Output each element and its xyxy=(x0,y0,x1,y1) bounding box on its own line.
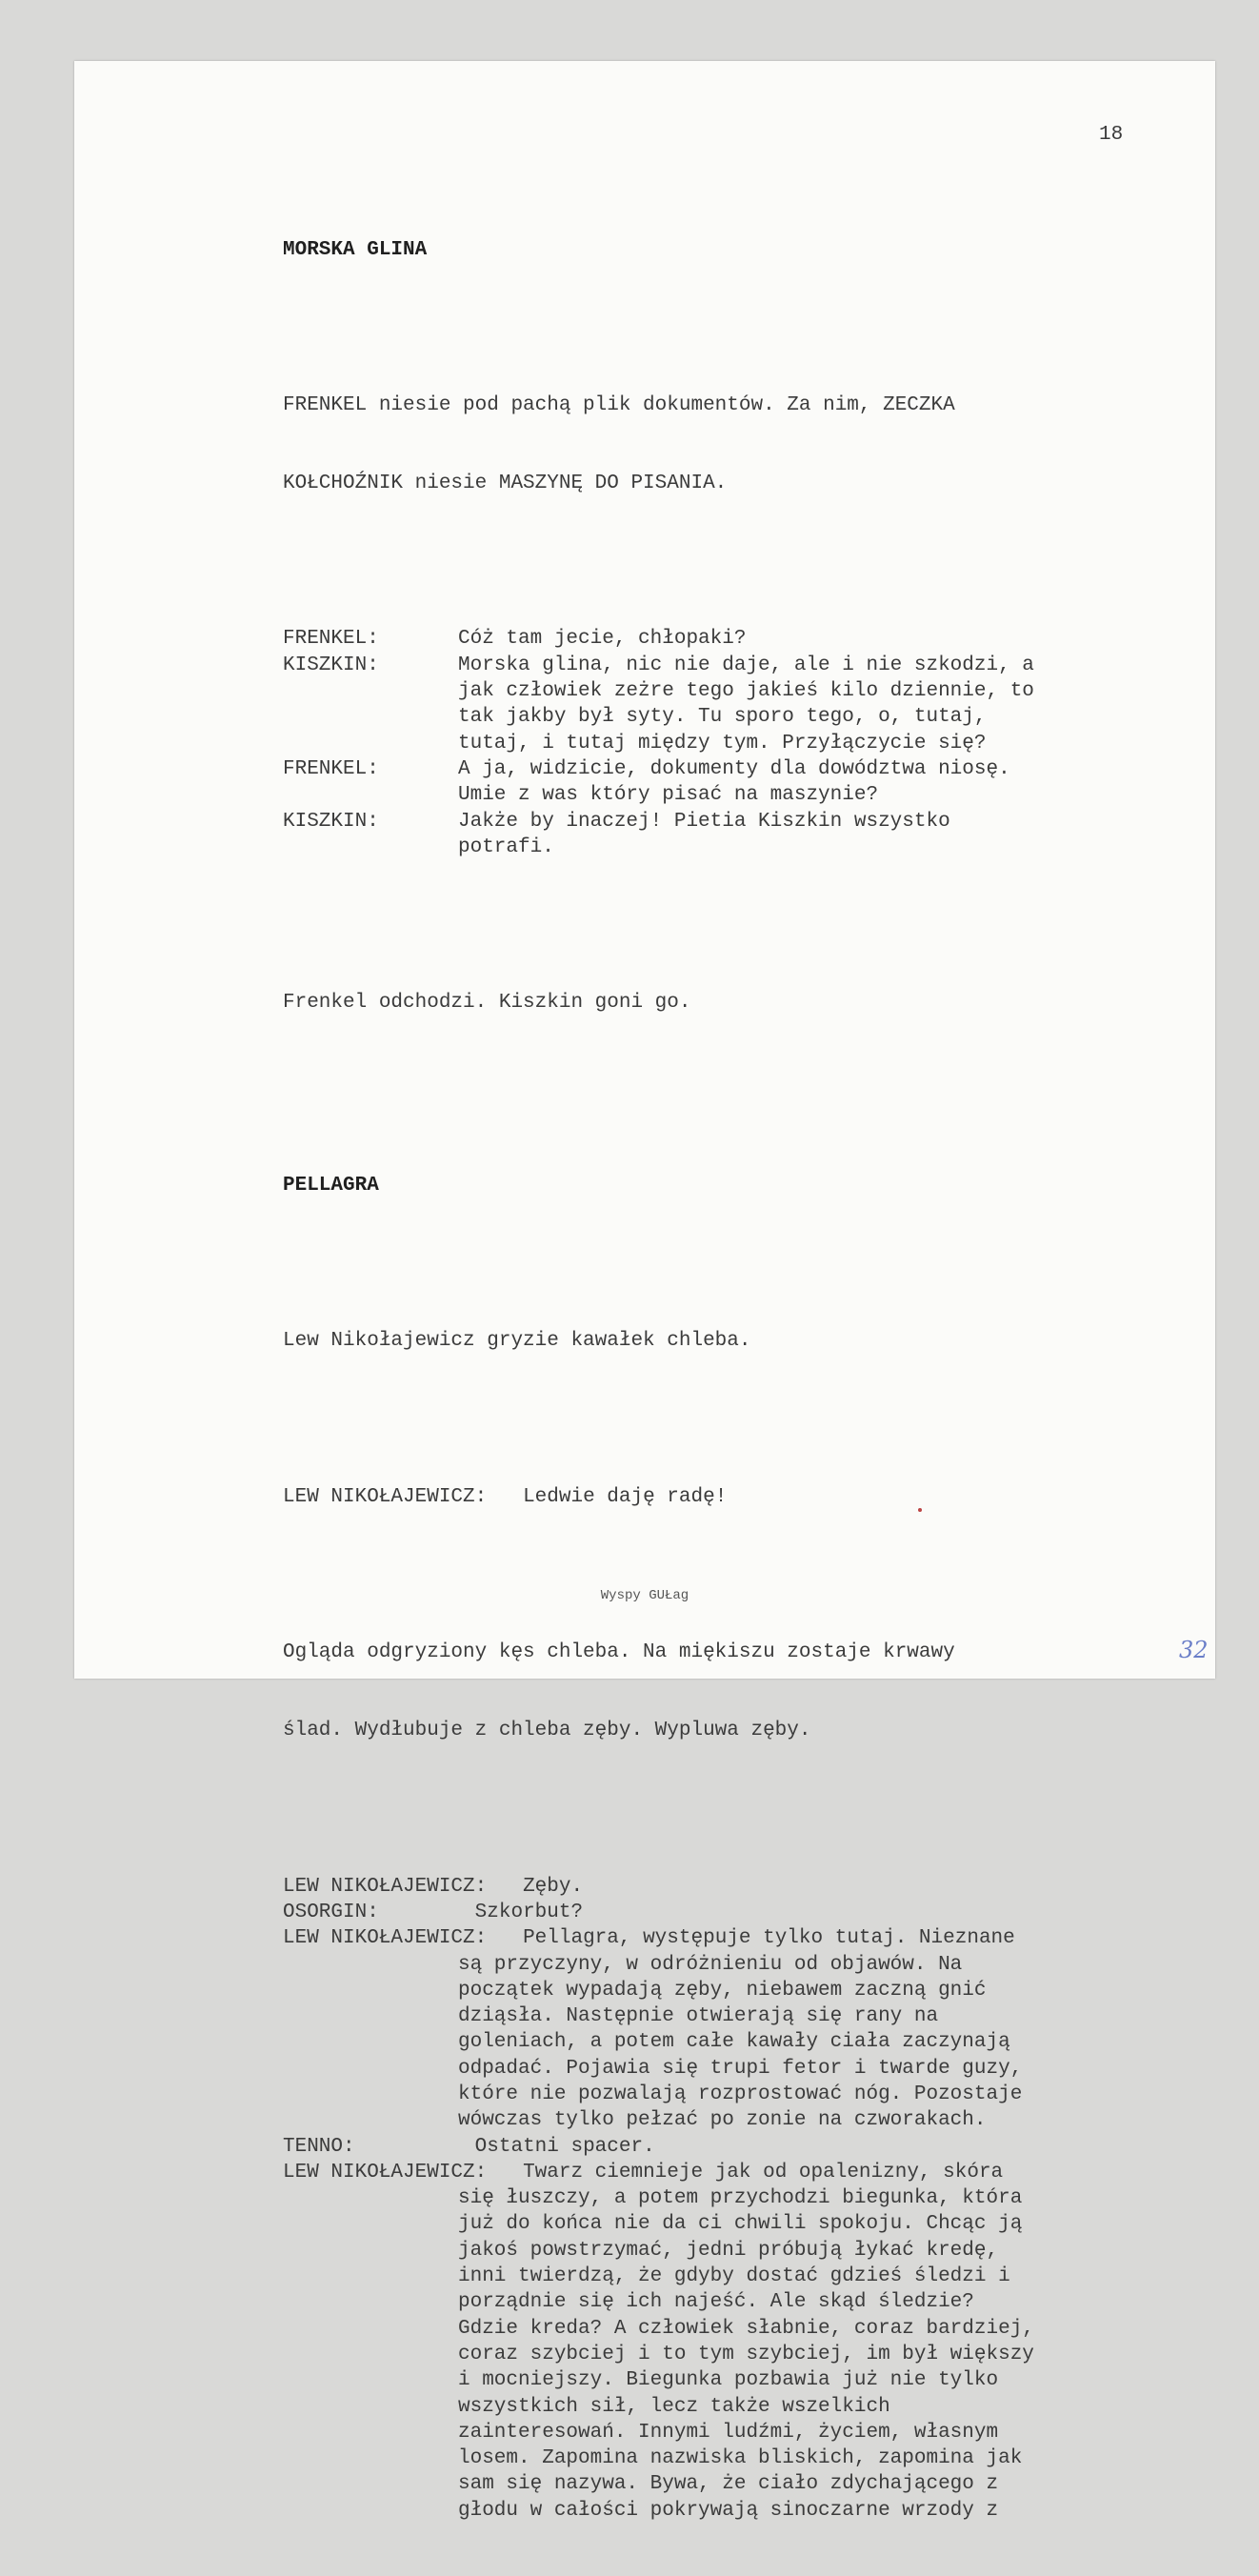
speaker: LEW NIKOŁAJEWICZ: xyxy=(283,2161,488,2184)
dialogue-text: Jakże by inaczej! Pietia Kiszkin wszystko xyxy=(458,810,950,833)
scene-title: MORSKA GLINA xyxy=(283,238,428,261)
dialogue-text: coraz szybciej i to tym szybciej, im był większy xyxy=(458,2343,1034,2365)
dialogue-text: dziąsła. Następnie otwierają się rany na xyxy=(458,2005,939,2028)
dialogue-text: porządnie się ich najeść. Ale skąd śledzie? xyxy=(458,2291,974,2314)
dialogue-entry xyxy=(283,756,1197,809)
dialogue-first-line xyxy=(283,2134,1197,2160)
dialogue-text: tutaj, i tutaj między tym. Przyłączycie się? xyxy=(458,732,987,755)
action-line: Lew Nikołajewicz gryzie kawałek chleba. xyxy=(283,1330,751,1353)
speaker: FRENKEL: xyxy=(283,628,379,651)
dialogue-text: zainteresowań. Innymi ludźmi, życiem, własnym xyxy=(458,2421,999,2444)
dialogue-entry xyxy=(283,626,1197,652)
dialogue-text: inni twierdzą, że gdyby dostać gdzieś śledzi i xyxy=(458,2265,1010,2288)
dialogue-text: są przyczyny, w odróżnieniu od objawów. Na xyxy=(458,1953,963,1976)
dialogue-line xyxy=(283,1484,1197,1510)
dialogue-text: losem. Zapomina nazwiska bliskich, zapomina jak xyxy=(458,2447,1023,2470)
speaker: LEW NIKOŁAJEWICZ: xyxy=(283,1927,488,1950)
dialogue-text: Ostatni spacer. xyxy=(474,2135,655,2158)
dialogue-text: Ledwie daję radę! xyxy=(523,1485,728,1508)
action-line: ślad. Wydłubuje z chleba zęby. Wypluwa zęby. xyxy=(283,1720,811,1742)
dialogue-first-line xyxy=(283,1874,1197,1900)
dialogue-entry xyxy=(283,1874,1197,1900)
dialogue-first-line xyxy=(283,1925,1197,1951)
dialogue-text: sam się nazywa. Bywa, że ciało zdychającego z xyxy=(458,2473,999,2496)
dialogue-first-line xyxy=(283,1900,1197,1925)
dialogue-text: A ja, widzicie, dokumenty dla dowództwa niosę. xyxy=(458,757,1010,780)
dialogue-text: które nie pozwalają rozprostować nóg. Pozostaje xyxy=(458,2083,1023,2105)
speaker: OSORGIN: xyxy=(283,1901,379,1923)
dialogue-text: jakoś powstrzymać, jedni próbują łykać kredę, xyxy=(458,2239,999,2262)
speaker: KISZKIN: xyxy=(283,810,379,833)
footer-title: Wyspy GUŁag xyxy=(600,1588,689,1603)
speaker: KISZKIN: xyxy=(283,654,379,676)
dialogue-entry xyxy=(283,653,1197,756)
dialogue-text: Umie z was który pisać na maszynie? xyxy=(458,784,879,807)
ink-spot xyxy=(918,1508,922,1512)
dialogue-text: jak człowiek zeżre tego jakieś kilo dziennie, to xyxy=(458,680,1034,703)
dialogue-text: już do końca nie da ci chwili spokoju. Chcąc ją xyxy=(458,2213,1023,2236)
dialogue-text: początek wypadają zęby, niebawem zaczną gnić xyxy=(458,1979,987,2002)
speaker: TENNO: xyxy=(283,2135,355,2158)
dialogue-entry xyxy=(283,1900,1197,1925)
action-line: KOŁCHOŹNIK niesie MASZYNĘ DO PISANIA. xyxy=(283,472,728,494)
dialogue-text: Morska glina, nic nie daje, ale i nie szkodzi, a xyxy=(458,654,1034,676)
dialogue-text: Twarz ciemnieje jak od opalenizny, skóra xyxy=(523,2161,1004,2184)
dialogue-entry xyxy=(283,1925,1197,2133)
dialogue-text: Szkorbut? xyxy=(474,1901,584,1923)
dialogue-text: Gdzie kreda? A człowiek słabnie, coraz bardziej, xyxy=(458,2317,1034,2340)
dialogue-entry xyxy=(283,809,1197,861)
speaker: LEW NIKOŁAJEWICZ: xyxy=(283,1485,488,1508)
dialogue-text: się łuszczy, a potem przychodzi biegunka, która xyxy=(458,2187,1023,2210)
dialogue-text: goleniach, a potem całe kawały ciała zaczynają xyxy=(458,2031,1010,2054)
dialogue-text: głodu w całości pokrywają sinoczarne wrzody z xyxy=(458,2499,999,2522)
dialogue-entry xyxy=(283,2134,1197,2160)
dialogue-first-line xyxy=(283,2160,1197,2185)
page-number: 18 xyxy=(1099,124,1124,146)
dialogue-text: odpadać. Pojawia się trupi fetor i twarde guzy, xyxy=(458,2057,1023,2080)
dialogue-text: Pellagra, występuje tylko tutaj. Nieznane xyxy=(523,1927,1015,1950)
dialogue-block xyxy=(283,626,1197,860)
action-line: FRENKEL niesie pod pachą plik dokumentów. Za nim, ZECZKA xyxy=(283,394,955,417)
speaker: LEW NIKOŁAJEWICZ: xyxy=(283,1875,488,1898)
dialogue-text: wszystkich sił, lecz także wszelkich xyxy=(458,2395,890,2418)
dialogue-text: potrafi. xyxy=(458,835,554,858)
dialogue-block xyxy=(283,1874,1197,2524)
dialogue-entry xyxy=(283,2160,1197,2524)
dialogue-text: wówczas tylko pełzać po zonie na czworakach. xyxy=(458,2109,987,2132)
script-content xyxy=(283,185,1197,2576)
dialogue-text: i mocniejszy. Biegunka pozbawia już nie tylko xyxy=(458,2369,999,2392)
dialogue-text: Zęby. xyxy=(523,1875,584,1898)
speaker: FRENKEL: xyxy=(283,757,379,780)
action-line: Frenkel odchodzi. Kiszkin goni go. xyxy=(283,992,691,1015)
action-line: Ogląda odgryziony kęs chleba. Na miękiszu zostaje krwawy xyxy=(283,1641,955,1664)
scene-title: PELLAGRA xyxy=(283,1174,379,1197)
dialogue-text: tak jakby był syty. Tu sporo tego, o, tutaj, xyxy=(458,706,987,729)
dialogue-text: Cóż tam jecie, chłopaki? xyxy=(458,628,747,651)
document-page xyxy=(74,61,1215,2522)
handwritten-page-note: 32 xyxy=(1179,1637,1209,1663)
